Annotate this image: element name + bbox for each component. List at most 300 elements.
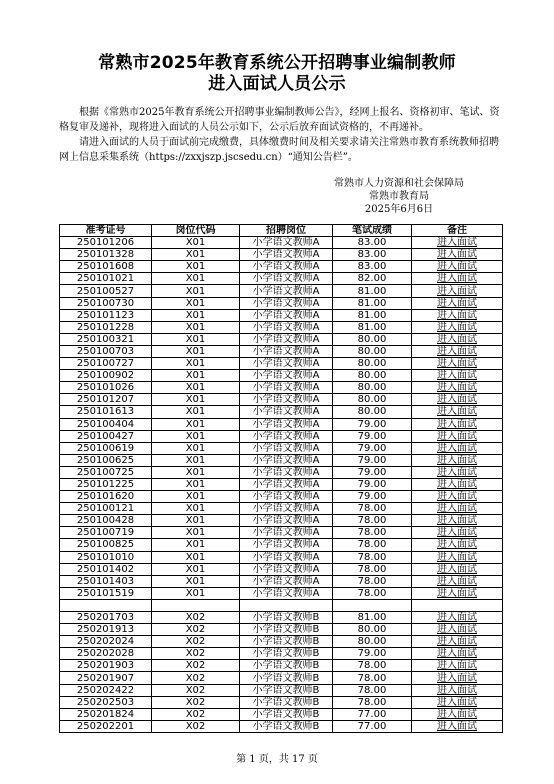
written-score-cell: 79.00 bbox=[333, 430, 412, 442]
exam-number-cell: 250101228 bbox=[60, 321, 152, 333]
position-cell: 小学语文教师A bbox=[240, 297, 333, 309]
remark-cell bbox=[412, 430, 503, 442]
table-row bbox=[60, 624, 503, 636]
table-row bbox=[60, 442, 503, 454]
position-cell: 小学语文教师A bbox=[240, 370, 333, 382]
position-cell: 小学语文教师B bbox=[240, 696, 333, 708]
remark-cell bbox=[412, 527, 503, 539]
remark-cell bbox=[412, 660, 503, 672]
written-score-cell: 78.00 bbox=[333, 503, 412, 515]
position-cell: 小学语文教师A bbox=[240, 442, 333, 454]
position-code-cell: X01 bbox=[152, 575, 240, 587]
remark-link: 进入面试 bbox=[437, 684, 477, 696]
remark-cell bbox=[412, 406, 503, 418]
header-position: 招聘岗位 bbox=[240, 225, 333, 237]
table-row bbox=[60, 708, 503, 720]
position-code-cell: X01 bbox=[152, 442, 240, 454]
remark-cell bbox=[412, 515, 503, 527]
table-row bbox=[60, 563, 503, 575]
position-cell: 小学语文教师B bbox=[240, 720, 333, 732]
table-row bbox=[60, 249, 503, 261]
written-score-cell: 78.00 bbox=[333, 515, 412, 527]
position-code-cell: X01 bbox=[152, 454, 240, 466]
written-score-cell: 83.00 bbox=[333, 261, 412, 273]
written-score-cell: 78.00 bbox=[333, 660, 412, 672]
position-cell: 小学语文教师B bbox=[240, 636, 333, 648]
position-cell: 小学语文教师A bbox=[240, 382, 333, 394]
position-code-cell: X01 bbox=[152, 297, 240, 309]
written-score-cell: 78.00 bbox=[333, 587, 412, 599]
exam-number-cell: 250101206 bbox=[60, 237, 152, 249]
position-cell: 小学语文教师A bbox=[240, 394, 333, 406]
exam-number-cell: 250100730 bbox=[60, 297, 152, 309]
remark-link: 进入面试 bbox=[437, 491, 477, 503]
table-row bbox=[60, 394, 503, 406]
remark-link: 进入面试 bbox=[437, 261, 477, 273]
remark-cell bbox=[412, 599, 503, 611]
exam-number-cell: 250201703 bbox=[60, 612, 152, 624]
remark-cell bbox=[412, 285, 503, 297]
exam-number-cell: 250100902 bbox=[60, 370, 152, 382]
remark-link: 进入面试 bbox=[437, 442, 477, 454]
table-row bbox=[60, 345, 503, 357]
written-score-cell: 81.00 bbox=[333, 321, 412, 333]
exam-number-cell: 250202201 bbox=[60, 720, 152, 732]
exam-number-cell: 250100404 bbox=[60, 418, 152, 430]
position-code-cell: X01 bbox=[152, 358, 240, 370]
written-score-cell: 80.00 bbox=[333, 406, 412, 418]
position-code-cell: X02 bbox=[152, 648, 240, 660]
written-score-cell: 80.00 bbox=[333, 382, 412, 394]
written-score-cell: 80.00 bbox=[333, 333, 412, 345]
exam-number-cell: 250101026 bbox=[60, 382, 152, 394]
remark-cell bbox=[412, 672, 503, 684]
exam-number-cell: 250201824 bbox=[60, 708, 152, 720]
position-cell bbox=[240, 599, 333, 611]
remark-link: 进入面试 bbox=[437, 309, 477, 321]
written-score-cell bbox=[333, 599, 412, 611]
table-row bbox=[60, 587, 503, 599]
position-code-cell: X02 bbox=[152, 720, 240, 732]
exam-number-cell: 250100725 bbox=[60, 466, 152, 478]
written-score-cell: 77.00 bbox=[333, 708, 412, 720]
remark-link: 进入面试 bbox=[437, 563, 477, 575]
position-code-cell: X01 bbox=[152, 478, 240, 490]
exam-number-cell: 250101010 bbox=[60, 551, 152, 563]
table-row bbox=[60, 539, 503, 551]
exam-number-cell: 250100527 bbox=[60, 285, 152, 297]
position-code-cell: X01 bbox=[152, 466, 240, 478]
table-row bbox=[60, 527, 503, 539]
exam-number-cell: 250100619 bbox=[60, 442, 152, 454]
remark-link: 进入面试 bbox=[437, 648, 477, 660]
remark-link: 进入面试 bbox=[437, 660, 477, 672]
position-cell: 小学语文教师A bbox=[240, 491, 333, 503]
table-row bbox=[60, 321, 503, 333]
exam-number-cell: 250101620 bbox=[60, 491, 152, 503]
written-score-cell: 81.00 bbox=[333, 309, 412, 321]
remark-link: 进入面试 bbox=[437, 575, 477, 587]
remark-cell bbox=[412, 297, 503, 309]
remark-link: 进入面试 bbox=[437, 503, 477, 515]
table-body bbox=[60, 237, 503, 733]
table-row bbox=[60, 612, 503, 624]
exam-number-cell: 250202028 bbox=[60, 648, 152, 660]
remark-cell bbox=[412, 491, 503, 503]
position-cell: 小学语文教师A bbox=[240, 285, 333, 297]
position-code-cell: X01 bbox=[152, 237, 240, 249]
remark-link: 进入面试 bbox=[437, 406, 477, 418]
position-cell: 小学语文教师A bbox=[240, 345, 333, 357]
intro-paragraph: 根据《常熟市2025年教育系统公开招聘事业编制教师公告》，经网上报名、资格初审、笔试、资格复审及递补，现将进入面试的人员公示如下，公示后放弃面试资格的，不再递补。 bbox=[59, 107, 500, 133]
remark-link: 进入面试 bbox=[437, 624, 477, 636]
remark-cell bbox=[412, 454, 503, 466]
remark-cell bbox=[412, 442, 503, 454]
written-score-cell: 80.00 bbox=[333, 394, 412, 406]
position-code-cell: X02 bbox=[152, 684, 240, 696]
position-cell: 小学语文教师A bbox=[240, 551, 333, 563]
header-remark: 备注 bbox=[412, 225, 503, 237]
remark-link: 进入面试 bbox=[437, 418, 477, 430]
table-row bbox=[60, 696, 503, 708]
remark-link: 进入面试 bbox=[437, 587, 477, 599]
remark-link: 进入面试 bbox=[437, 345, 477, 357]
remark-cell bbox=[412, 273, 503, 285]
table-row bbox=[60, 515, 503, 527]
exam-number-cell: 250202024 bbox=[60, 636, 152, 648]
position-code-cell: X01 bbox=[152, 333, 240, 345]
written-score-cell: 78.00 bbox=[333, 539, 412, 551]
position-cell: 小学语文教师A bbox=[240, 321, 333, 333]
position-cell: 小学语文教师A bbox=[240, 478, 333, 490]
remark-link: 进入面试 bbox=[437, 636, 477, 648]
exam-number-cell: 250101207 bbox=[60, 394, 152, 406]
written-score-cell: 81.00 bbox=[333, 297, 412, 309]
position-code-cell: X02 bbox=[152, 660, 240, 672]
signature-org-hr: 常熟市人力资源和社会保障局 bbox=[334, 178, 464, 189]
table-row bbox=[60, 466, 503, 478]
exam-number-cell bbox=[60, 599, 152, 611]
position-cell: 小学语文教师B bbox=[240, 708, 333, 720]
position-code-cell: X02 bbox=[152, 624, 240, 636]
exam-number-cell: 250101123 bbox=[60, 309, 152, 321]
remark-link: 进入面试 bbox=[437, 551, 477, 563]
written-score-cell: 80.00 bbox=[333, 636, 412, 648]
table-row bbox=[60, 551, 503, 563]
exam-number-cell: 250100427 bbox=[60, 430, 152, 442]
remark-link: 进入面试 bbox=[437, 273, 477, 285]
position-cell: 小学语文教师A bbox=[240, 575, 333, 587]
table-row bbox=[60, 575, 503, 587]
position-cell: 小学语文教师A bbox=[240, 503, 333, 515]
table-row bbox=[60, 503, 503, 515]
remark-link: 进入面试 bbox=[437, 672, 477, 684]
exam-number-cell: 250202503 bbox=[60, 696, 152, 708]
exam-number-cell: 250101403 bbox=[60, 575, 152, 587]
written-score-cell: 80.00 bbox=[333, 358, 412, 370]
written-score-cell: 81.00 bbox=[333, 285, 412, 297]
exam-number-cell: 250100121 bbox=[60, 503, 152, 515]
remark-link: 进入面试 bbox=[437, 370, 477, 382]
exam-number-cell: 250100727 bbox=[60, 358, 152, 370]
remark-link: 进入面试 bbox=[437, 285, 477, 297]
remark-cell bbox=[412, 636, 503, 648]
signature-org-education: 常熟市教育局 bbox=[369, 191, 429, 202]
remark-link: 进入面试 bbox=[437, 237, 477, 249]
written-score-cell: 78.00 bbox=[333, 696, 412, 708]
position-cell: 小学语文教师A bbox=[240, 539, 333, 551]
remark-link: 进入面试 bbox=[437, 515, 477, 527]
exam-number-cell: 250101613 bbox=[60, 406, 152, 418]
position-cell: 小学语文教师A bbox=[240, 454, 333, 466]
position-cell: 小学语文教师A bbox=[240, 249, 333, 261]
remark-link: 进入面试 bbox=[437, 249, 477, 261]
written-score-cell: 80.00 bbox=[333, 370, 412, 382]
position-code-cell: X01 bbox=[152, 406, 240, 418]
table-row bbox=[60, 454, 503, 466]
table-row bbox=[60, 660, 503, 672]
written-score-cell: 81.00 bbox=[333, 612, 412, 624]
position-code-cell: X01 bbox=[152, 515, 240, 527]
written-score-cell: 79.00 bbox=[333, 478, 412, 490]
written-score-cell: 79.00 bbox=[333, 442, 412, 454]
remark-cell bbox=[412, 575, 503, 587]
table-row bbox=[60, 599, 503, 611]
remark-link: 进入面试 bbox=[437, 527, 477, 539]
position-code-cell: X02 bbox=[152, 696, 240, 708]
table-row bbox=[60, 478, 503, 490]
remark-link: 进入面试 bbox=[437, 720, 477, 732]
table-row bbox=[60, 672, 503, 684]
table-row bbox=[60, 309, 503, 321]
remark-cell bbox=[412, 321, 503, 333]
position-code-cell: X01 bbox=[152, 345, 240, 357]
written-score-cell: 78.00 bbox=[333, 684, 412, 696]
table-row bbox=[60, 273, 503, 285]
written-score-cell: 79.00 bbox=[333, 454, 412, 466]
remark-cell bbox=[412, 394, 503, 406]
table-row bbox=[60, 370, 503, 382]
position-code-cell: X01 bbox=[152, 503, 240, 515]
exam-number-cell: 250101225 bbox=[60, 478, 152, 490]
header-position-code: 岗位代码 bbox=[152, 225, 240, 237]
table-row bbox=[60, 333, 503, 345]
remark-link: 进入面试 bbox=[437, 454, 477, 466]
exam-number-cell: 250101021 bbox=[60, 273, 152, 285]
exam-number-cell: 250101328 bbox=[60, 249, 152, 261]
remark-link: 进入面试 bbox=[437, 466, 477, 478]
position-cell: 小学语文教师B bbox=[240, 684, 333, 696]
remark-cell bbox=[412, 503, 503, 515]
header-exam-number: 准考证号 bbox=[60, 225, 152, 237]
exam-number-cell: 250201913 bbox=[60, 624, 152, 636]
remark-cell bbox=[412, 720, 503, 732]
remark-cell bbox=[412, 418, 503, 430]
written-score-cell: 78.00 bbox=[333, 672, 412, 684]
remark-link: 进入面试 bbox=[437, 394, 477, 406]
position-code-cell bbox=[152, 599, 240, 611]
remark-link: 进入面试 bbox=[437, 479, 477, 491]
position-code-cell: X01 bbox=[152, 491, 240, 503]
table-row bbox=[60, 430, 503, 442]
position-code-cell: X02 bbox=[152, 612, 240, 624]
written-score-cell: 78.00 bbox=[333, 575, 412, 587]
position-cell: 小学语文教师A bbox=[240, 466, 333, 478]
position-cell: 小学语文教师A bbox=[240, 515, 333, 527]
header-written-score: 笔试成绩 bbox=[333, 225, 412, 237]
position-code-cell: X01 bbox=[152, 394, 240, 406]
remark-link: 进入面试 bbox=[437, 382, 477, 394]
exam-number-cell: 250101608 bbox=[60, 261, 152, 273]
position-code-cell: X01 bbox=[152, 539, 240, 551]
remark-cell bbox=[412, 237, 503, 249]
remark-link: 进入面试 bbox=[437, 612, 477, 624]
position-cell: 小学语文教师A bbox=[240, 309, 333, 321]
position-code-cell: X01 bbox=[152, 261, 240, 273]
position-code-cell: X01 bbox=[152, 430, 240, 442]
page-title-line1: 常熟市2025年教育系统公开招聘事业编制教师 bbox=[98, 53, 456, 73]
exam-number-cell: 250202422 bbox=[60, 684, 152, 696]
remark-cell bbox=[412, 539, 503, 551]
table-row bbox=[60, 358, 503, 370]
remark-cell bbox=[412, 478, 503, 490]
position-code-cell: X02 bbox=[152, 708, 240, 720]
exam-number-cell: 250100703 bbox=[60, 345, 152, 357]
table-row bbox=[60, 491, 503, 503]
remark-cell bbox=[412, 684, 503, 696]
position-code-cell: X01 bbox=[152, 285, 240, 297]
remark-cell bbox=[412, 551, 503, 563]
position-cell: 小学语文教师A bbox=[240, 261, 333, 273]
remark-link: 进入面试 bbox=[437, 297, 477, 309]
candidate-table bbox=[59, 224, 503, 733]
remark-cell bbox=[412, 624, 503, 636]
exam-number-cell: 250101519 bbox=[60, 587, 152, 599]
position-code-cell: X02 bbox=[152, 636, 240, 648]
remark-cell bbox=[412, 563, 503, 575]
page-title-line2: 进入面试人员公示 bbox=[208, 74, 346, 94]
position-code-cell: X02 bbox=[152, 672, 240, 684]
position-code-cell: X01 bbox=[152, 551, 240, 563]
remark-cell bbox=[412, 309, 503, 321]
written-score-cell: 78.00 bbox=[333, 551, 412, 563]
table-row bbox=[60, 418, 503, 430]
remark-link: 进入面试 bbox=[437, 358, 477, 370]
written-score-cell: 78.00 bbox=[333, 527, 412, 539]
position-code-cell: X01 bbox=[152, 370, 240, 382]
table-row bbox=[60, 382, 503, 394]
position-code-cell: X01 bbox=[152, 527, 240, 539]
written-score-cell: 79.00 bbox=[333, 648, 412, 660]
written-score-cell: 79.00 bbox=[333, 491, 412, 503]
table-row bbox=[60, 648, 503, 660]
page-footer: 第 1 页，共 17 页 bbox=[236, 754, 318, 765]
position-cell: 小学语文教师A bbox=[240, 430, 333, 442]
exam-number-cell: 250201907 bbox=[60, 672, 152, 684]
table-row bbox=[60, 285, 503, 297]
remark-cell bbox=[412, 696, 503, 708]
position-code-cell: X01 bbox=[152, 321, 240, 333]
written-score-cell: 83.00 bbox=[333, 237, 412, 249]
position-code-cell: X01 bbox=[152, 273, 240, 285]
remark-link: 进入面试 bbox=[437, 430, 477, 442]
exam-number-cell: 250100321 bbox=[60, 333, 152, 345]
written-score-cell: 79.00 bbox=[333, 466, 412, 478]
written-score-cell: 80.00 bbox=[333, 624, 412, 636]
exam-number-cell: 250100428 bbox=[60, 515, 152, 527]
position-cell: 小学语文教师B bbox=[240, 624, 333, 636]
table-row bbox=[60, 684, 503, 696]
written-score-cell: 79.00 bbox=[333, 418, 412, 430]
position-cell: 小学语文教师B bbox=[240, 612, 333, 624]
remark-cell bbox=[412, 261, 503, 273]
remark-cell bbox=[412, 612, 503, 624]
exam-number-cell: 250101402 bbox=[60, 563, 152, 575]
position-cell: 小学语文教师A bbox=[240, 237, 333, 249]
position-cell: 小学语文教师A bbox=[240, 563, 333, 575]
table-row bbox=[60, 237, 503, 249]
exam-number-cell: 250100719 bbox=[60, 527, 152, 539]
position-code-cell: X01 bbox=[152, 309, 240, 321]
notice-paragraph: 请进入面试的人员于面试前完成缴费，具体缴费时间及相关要求请关注常熟市教育系统教师招聘网上信息采集系统（https://zxxjszp.jscsedu.cn）“通知公告栏”。 bbox=[59, 137, 499, 163]
table-row bbox=[60, 720, 503, 732]
position-code-cell: X01 bbox=[152, 563, 240, 575]
remark-cell bbox=[412, 587, 503, 599]
remark-cell bbox=[412, 708, 503, 720]
position-cell: 小学语文教师A bbox=[240, 358, 333, 370]
written-score-cell: 80.00 bbox=[333, 345, 412, 357]
remark-link: 进入面试 bbox=[437, 321, 477, 333]
position-cell: 小学语文教师A bbox=[240, 527, 333, 539]
remark-cell bbox=[412, 648, 503, 660]
written-score-cell: 77.00 bbox=[333, 720, 412, 732]
remark-cell bbox=[412, 249, 503, 261]
position-code-cell: X01 bbox=[152, 418, 240, 430]
written-score-cell: 82.00 bbox=[333, 273, 412, 285]
remark-cell bbox=[412, 345, 503, 357]
remark-link: 进入面试 bbox=[437, 539, 477, 551]
remark-cell bbox=[412, 382, 503, 394]
table-row bbox=[60, 636, 503, 648]
signature-date: 2025年6月6日 bbox=[364, 204, 434, 215]
remark-cell bbox=[412, 358, 503, 370]
position-cell: 小学语文教师B bbox=[240, 672, 333, 684]
remark-cell bbox=[412, 466, 503, 478]
remark-link: 进入面试 bbox=[437, 333, 477, 345]
position-cell: 小学语文教师A bbox=[240, 273, 333, 285]
remark-cell bbox=[412, 333, 503, 345]
table-header-row bbox=[60, 225, 503, 237]
position-cell: 小学语文教师A bbox=[240, 587, 333, 599]
exam-number-cell: 250201903 bbox=[60, 660, 152, 672]
table-row bbox=[60, 261, 503, 273]
position-cell: 小学语文教师A bbox=[240, 333, 333, 345]
position-cell: 小学语文教师A bbox=[240, 406, 333, 418]
exam-number-cell: 250100825 bbox=[60, 539, 152, 551]
position-code-cell: X01 bbox=[152, 382, 240, 394]
remark-link: 进入面试 bbox=[437, 708, 477, 720]
written-score-cell: 78.00 bbox=[333, 563, 412, 575]
remark-cell bbox=[412, 370, 503, 382]
position-code-cell: X01 bbox=[152, 587, 240, 599]
position-cell: 小学语文教师A bbox=[240, 418, 333, 430]
table-row bbox=[60, 406, 503, 418]
position-cell: 小学语文教师B bbox=[240, 648, 333, 660]
position-code-cell: X01 bbox=[152, 249, 240, 261]
exam-number-cell: 250100625 bbox=[60, 454, 152, 466]
remark-link: 进入面试 bbox=[437, 696, 477, 708]
written-score-cell: 83.00 bbox=[333, 249, 412, 261]
